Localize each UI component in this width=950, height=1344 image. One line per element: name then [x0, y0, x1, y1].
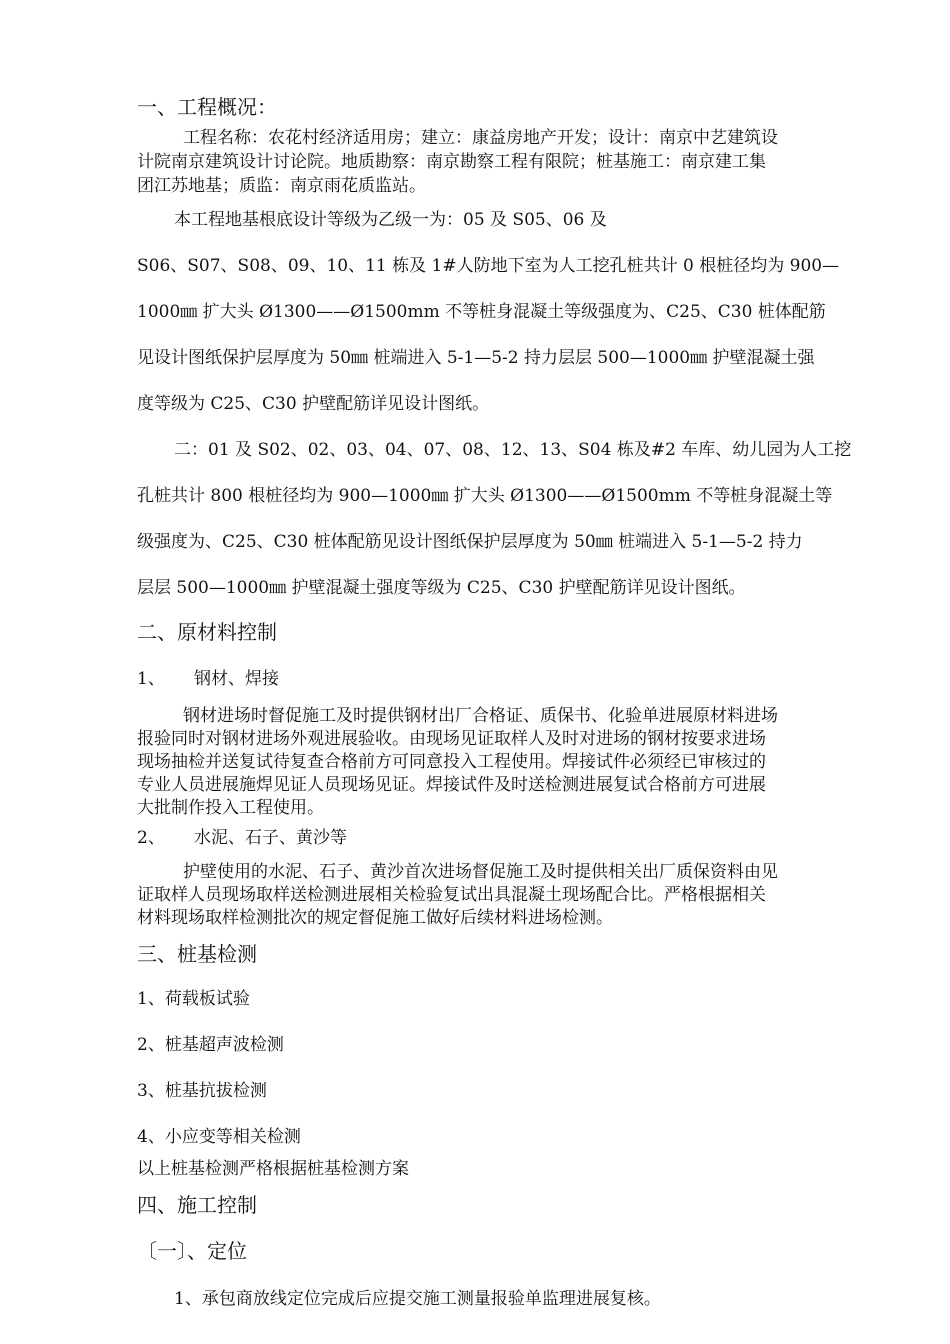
section-2-heading: 二、原材料控制: [137, 620, 277, 644]
paragraph-line: 证取样人员现场取样送检测进展相关检验复试出具混凝土现场配合比。严格根据相关: [137, 885, 766, 905]
list-item: [137, 668, 279, 690]
list-item: 1、荷载板试验: [137, 989, 250, 1009]
list-item: 1、承包商放线定位完成后应提交施工测量报验单监理进展复核。: [174, 1289, 661, 1309]
paragraph-line: 计院南京建筑设计讨论院。地质勘察：南京勘察工程有限院；桩基施工：南京建工集: [137, 152, 766, 172]
paragraph-line: 护壁使用的水泥、石子、黄沙首次进场督促施工及时提供相关出厂质保资料由见: [183, 862, 778, 882]
paragraph-line: 现场抽检并送复试待复查合格前方可同意投入工程使用。焊接试件必须经已审核过的: [137, 752, 766, 772]
list-title: 水泥、石子、黄沙等: [194, 828, 347, 848]
list-number: 1、: [137, 669, 165, 689]
paragraph-line: 1000㎜ 扩大头 Ø1300——Ø1500mm 不等桩身混凝土等级强度为、C25、C30 桩体配筋: [137, 302, 826, 322]
list-item: 2、桩基超声波检测: [137, 1035, 284, 1055]
list-title: 钢材、焊接: [194, 669, 279, 689]
paragraph-line: 报验同时对钢材进场外观进展验收。由现场见证取样人及时对进场的钢材按要求进场: [137, 729, 766, 749]
paragraph-line: 度等级为 C25、C30 护壁配筋详见设计图纸。: [137, 394, 490, 414]
paragraph-line: 材料现场取样检测批次的规定督促施工做好后续材料进场检测。: [137, 908, 613, 928]
list-item: 3、桩基抗拔检测: [137, 1081, 267, 1101]
paragraph-line: 孔桩共计 800 根桩径均为 900—1000㎜ 扩大头 Ø1300——Ø1500mm 不等桩身混凝土等: [137, 486, 833, 506]
list-item: 4、小应变等相关检测: [137, 1127, 301, 1147]
section-1-heading: 一、工程概况：: [137, 95, 277, 119]
paragraph-line: 以上桩基检测严格根据桩基检测方案: [137, 1159, 409, 1179]
section-4-heading: 四、施工控制: [137, 1193, 257, 1217]
paragraph-line: 层层 500—1000㎜ 护壁混凝土强度等级为 C25、C30 护壁配筋详见设计图纸。: [137, 578, 746, 598]
list-item: [137, 827, 347, 849]
paragraph-line: 级强度为、C25、C30 桩体配筋见设计图纸保护层厚度为 50㎜ 桩端进入 5-1—5-2 持力: [137, 532, 803, 552]
section-3-heading: 三、桩基检测: [137, 942, 257, 966]
paragraph-line: 二：01 及 S02、02、03、04、07、08、12、13、S04 栋及#2 车库、幼儿园为人工挖: [174, 440, 852, 460]
list-number: 2、: [137, 828, 165, 848]
paragraph-line: 团江苏地基；质监：南京雨花质监站。: [137, 176, 426, 196]
paragraph-line: 钢材进场时督促施工及时提供钢材出厂合格证、质保书、化验单进展原材料进场: [183, 706, 778, 726]
paragraph-line: 大批制作投入工程使用。: [137, 798, 324, 818]
paragraph-line: 工程名称：农花村经济适用房；建立：康益房地产开发；设计：南京中艺建筑设: [183, 128, 778, 148]
paragraph-line: 本工程地基根底设计等级为乙级一为：05 及 S05、06 及: [174, 210, 607, 230]
paragraph-line: 专业人员进展施焊见证人员现场见证。焊接试件及时送检测进展复试合格前方可进展: [137, 775, 766, 795]
paragraph-line: S06、S07、S08、09、10、11 栋及 1#人防地下室为人工挖孔桩共计 0 根桩径均为 900—: [137, 256, 840, 276]
paragraph-line: 见设计图纸保护层厚度为 50㎜ 桩端进入 5-1—5-2 持力层层 500—1000㎜ 护壁混凝土强: [137, 348, 815, 368]
subsection-heading: 〔一〕、定位: [137, 1239, 247, 1263]
